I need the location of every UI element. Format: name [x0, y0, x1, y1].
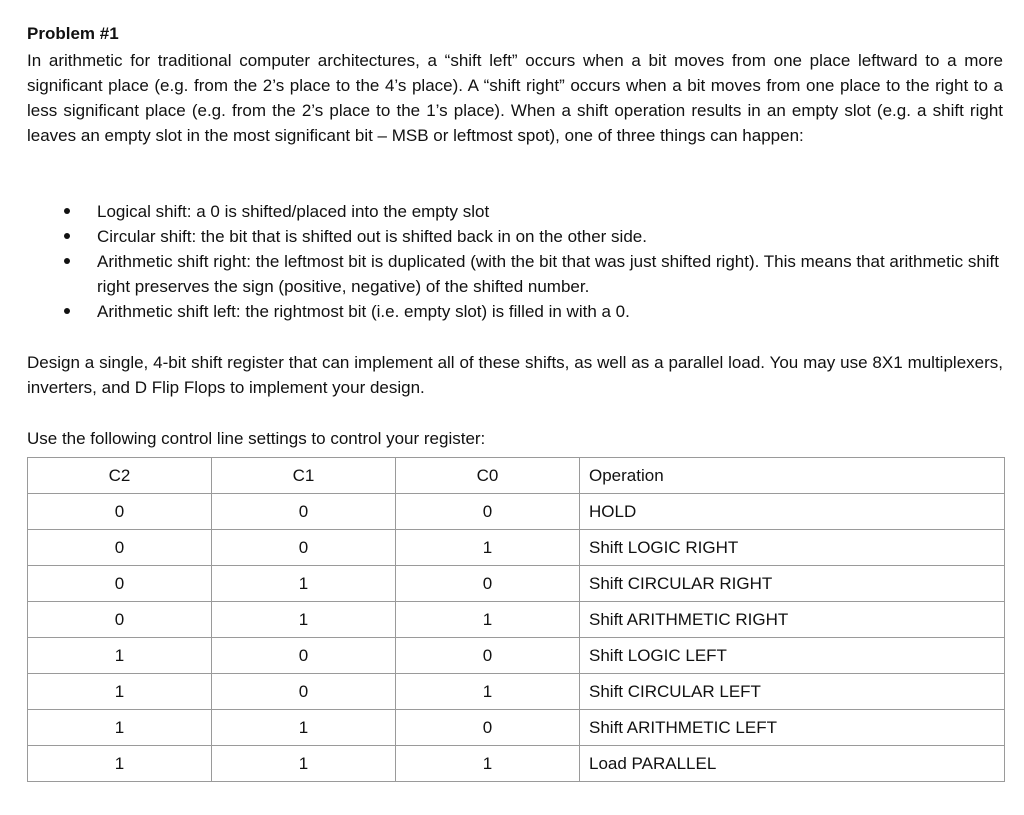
- cell-c2: 0: [28, 566, 212, 602]
- problem-title: Problem #1: [27, 24, 119, 43]
- cell-c2: 1: [28, 638, 212, 674]
- cell-c2: 1: [28, 674, 212, 710]
- cell-operation: Load PARALLEL: [580, 746, 1005, 782]
- cell-c0: 1: [396, 530, 580, 566]
- cell-operation: Shift CIRCULAR LEFT: [580, 674, 1005, 710]
- table-row: [28, 530, 1005, 566]
- list-item: Arithmetic shift right: the leftmost bit is duplicated (with the bit that was just shifted right). This means that arithmetic shift right preserves the sign (positive, negative) of the shifted number.: [27, 249, 1003, 299]
- cell-c0: 0: [396, 638, 580, 674]
- table-row: [28, 638, 1005, 674]
- cell-c1: 0: [212, 530, 396, 566]
- table-row: [28, 746, 1005, 782]
- intro-paragraph: In arithmetic for traditional computer architectures, a “shift left” occurs when a bit moves from one place leftward to a more significant place (e.g. from the 2’s place to the 4’s place). A “shift right” occurs when a bit moves from one place to the right to a less significant place (e.g. from the 2’s place to the 1’s place). When a shift operation results in an empty slot (e.g. a shift right leaves an empty slot in the most significant bit – MSB or leftmost spot), one of three things can happen:: [27, 51, 1003, 145]
- control-table: [27, 457, 1005, 782]
- cell-c1: 1: [212, 602, 396, 638]
- cell-c0: 0: [396, 710, 580, 746]
- cell-c1: 0: [212, 494, 396, 530]
- list-item: Arithmetic shift left: the rightmost bit (i.e. empty slot) is filled in with a 0.: [27, 299, 1003, 324]
- header-c0: C0: [396, 458, 580, 494]
- header-operation: Operation: [580, 458, 1005, 494]
- table-header-row: [28, 458, 1005, 494]
- cell-c0: 1: [396, 674, 580, 710]
- list-item: Logical shift: a 0 is shifted/placed into the empty slot: [27, 199, 1003, 224]
- cell-c1: 1: [212, 566, 396, 602]
- cell-operation: Shift LOGIC RIGHT: [580, 530, 1005, 566]
- cell-c2: 1: [28, 746, 212, 782]
- cell-c2: 0: [28, 494, 212, 530]
- table-intro: Use the following control line settings to control your register:: [27, 429, 486, 448]
- cell-c0: 1: [396, 602, 580, 638]
- header-c2: C2: [28, 458, 212, 494]
- cell-operation: Shift ARITHMETIC LEFT: [580, 710, 1005, 746]
- shift-types-list: [27, 199, 1003, 324]
- cell-c0: 0: [396, 566, 580, 602]
- list-item: Circular shift: the bit that is shifted out is shifted back in on the other side.: [27, 224, 1003, 249]
- cell-c2: 1: [28, 710, 212, 746]
- design-paragraph: Design a single, 4-bit shift register that can implement all of these shifts, as well as a parallel load. You may use 8X1 multiplexers, inverters, and D Flip Flops to implement your design.: [27, 353, 1003, 397]
- table-row: [28, 602, 1005, 638]
- cell-c0: 0: [396, 494, 580, 530]
- cell-operation: Shift CIRCULAR RIGHT: [580, 566, 1005, 602]
- cell-operation: Shift LOGIC LEFT: [580, 638, 1005, 674]
- cell-c2: 0: [28, 530, 212, 566]
- cell-c1: 1: [212, 710, 396, 746]
- cell-operation: Shift ARITHMETIC RIGHT: [580, 602, 1005, 638]
- cell-c2: 0: [28, 602, 212, 638]
- cell-c1: 0: [212, 638, 396, 674]
- table-row: [28, 566, 1005, 602]
- table-row: [28, 494, 1005, 530]
- table-row: [28, 674, 1005, 710]
- cell-c0: 1: [396, 746, 580, 782]
- table-row: [28, 710, 1005, 746]
- cell-c1: 1: [212, 746, 396, 782]
- header-c1: C1: [212, 458, 396, 494]
- cell-operation: HOLD: [580, 494, 1005, 530]
- cell-c1: 0: [212, 674, 396, 710]
